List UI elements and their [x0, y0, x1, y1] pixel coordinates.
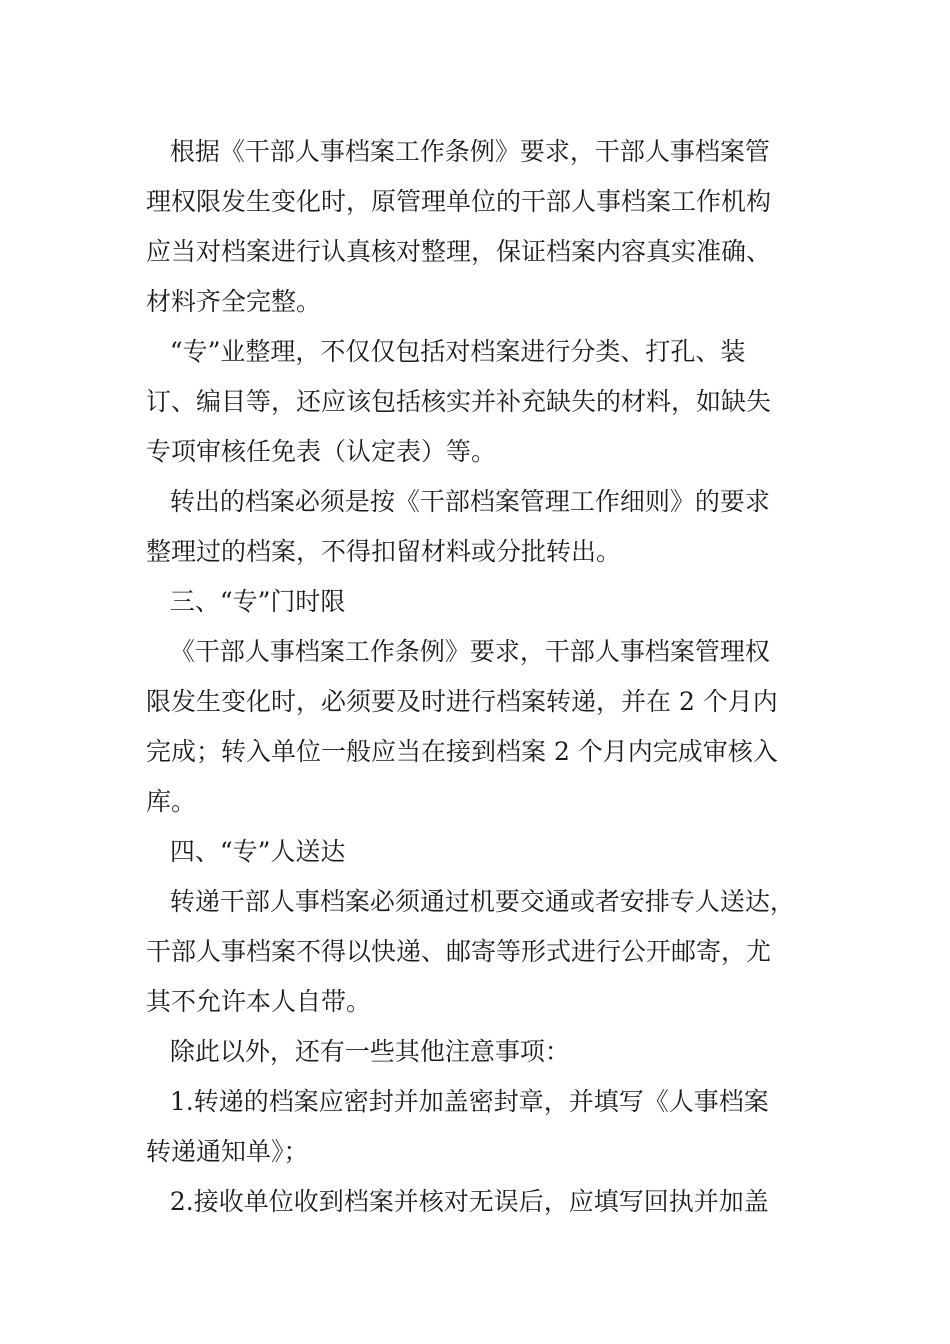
text-line: “专”业整理，不仅仅包括对档案进行分类、打孔、装	[146, 337, 746, 366]
document-body	[146, 127, 826, 1227]
text-line: 理权限发生变化时，原管理单位的干部人事档案工作机构	[146, 187, 772, 216]
text-line: 材料齐全完整。	[146, 287, 322, 316]
section-heading: 四、“专”人送达	[146, 837, 346, 866]
list-item: 2.接收单位收到档案并核对无误后，应填写回执并加盖	[146, 1187, 769, 1216]
text-line: 转出的档案必须是按《干部档案管理工作细则》的要求	[146, 487, 770, 516]
text-line: 转递通知单》；	[146, 1137, 309, 1166]
text-line: 转递干部人事档案必须通过机要交通或者安排专人送达，	[146, 887, 795, 916]
text-line: 专项审核任免表（认定表）等。	[146, 437, 497, 466]
text-line: 干部人事档案不得以快递、邮寄等形式进行公开邮寄，尤	[146, 937, 772, 966]
text-line: 其不允许本人自带。	[146, 987, 372, 1016]
text-line: 限发生变化时，必须要及时进行档案转递，并在 2 个月内	[146, 687, 778, 716]
text-line: 完成；转入单位一般应当在接到档案 2 个月内完成审核入	[146, 737, 778, 766]
text-line: 库。	[146, 787, 197, 816]
text-line: 应当对档案进行认真核对整理，保证档案内容真实准确、	[146, 237, 772, 266]
text-line: 订、编目等，还应该包括核实并补充缺失的材料，如缺失	[146, 387, 772, 416]
text-line: 整理过的档案，不得扣留材料或分批转出。	[146, 537, 622, 566]
text-line: 根据《干部人事档案工作条例》要求，干部人事档案管	[146, 137, 770, 166]
section-heading: 三、“专”门时限	[146, 587, 346, 616]
list-item: 1.转递的档案应密封并加盖密封章，并填写《人事档案	[146, 1087, 769, 1116]
text-line: 《干部人事档案工作条例》要求，干部人事档案管理权	[146, 637, 770, 666]
text-line: 除此以外，还有一些其他注意事项：	[146, 1037, 570, 1066]
